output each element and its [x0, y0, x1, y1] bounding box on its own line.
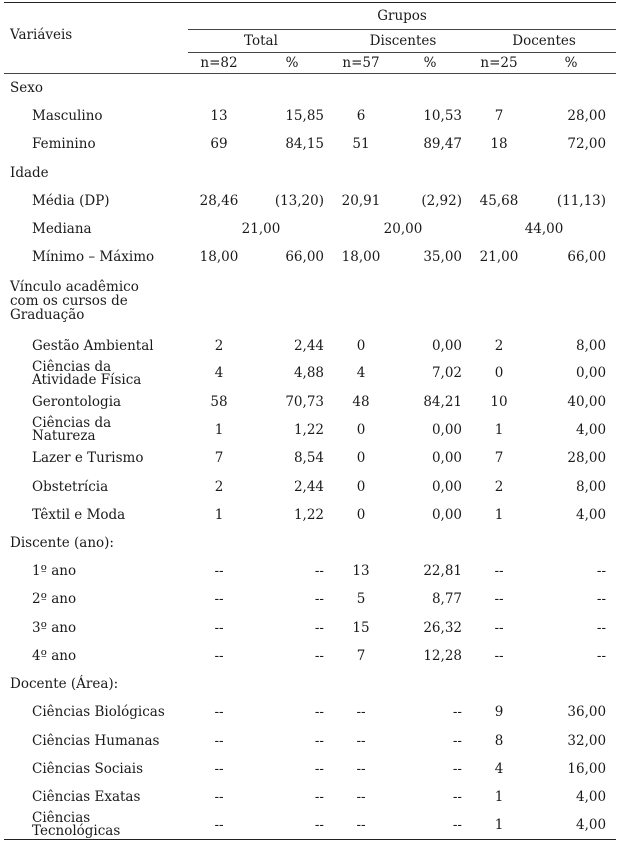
section-discente [4, 529, 616, 557]
table-row: Ciências da Atividade Física 4 4,88 4 7,02 0 0,00 [32, 358, 607, 388]
section-vinculo [4, 271, 616, 331]
section-title: Sexo [10, 80, 43, 96]
table-row: Ciências Tecnológicas -- -- -- -- 1 4,00 [4, 811, 616, 840]
group-total-header: Total [188, 30, 334, 53]
table-row: Mínimo – Máximo 18,00 66,00 18,00 35,00 21,00 66,00 [32, 249, 607, 266]
group-docentes-header: Docentes [472, 30, 616, 53]
table-row: Masculino 13 15,85 6 10,53 7 28,00 [32, 108, 607, 125]
table-row: Ciências Exatas -- -- -- -- 1 4,00 [32, 789, 607, 806]
n-total: n=82 [188, 53, 250, 74]
pct-discentes: % [388, 53, 472, 74]
section-title: Vínculo acadêmico com os cursos de Graduação [10, 279, 139, 324]
table-row: 2º ano -- -- 5 8,77 -- -- [32, 591, 607, 608]
section-docente [4, 670, 616, 698]
table-row: Gestão Ambiental 2 2,44 0 0,00 2 8,00 [32, 337, 607, 354]
table-row: Obstetrícia 2 2,44 0 0,00 2 8,00 [32, 478, 607, 495]
table-row: Ciências Humanas -- -- -- -- 8 32,00 [32, 732, 607, 749]
header-row-groups [4, 3, 616, 30]
table-row: Gerontologia 58 70,73 48 84,21 10 40,00 [32, 393, 607, 410]
table-row: Têxtil e Moda 1 1,22 0 0,00 1 4,00 [32, 506, 607, 523]
section-sexo [4, 74, 616, 103]
table-row: 4º ano -- -- 7 12,28 -- -- [32, 648, 607, 664]
variables-header: Variáveis [4, 3, 188, 53]
pct-total: % [250, 53, 334, 74]
table-row: Ciências Biológicas -- -- -- -- 9 36,00 [32, 704, 607, 721]
section-title: Discente (ano): [10, 534, 114, 551]
pct-docentes: % [526, 53, 616, 74]
table-row: Ciências Sociais -- -- -- -- 4 16,00 [32, 760, 607, 777]
table-row: Lazer e Turismo 7 8,54 0 0,00 7 28,00 [32, 450, 607, 467]
section-title: Idade [10, 164, 49, 181]
n-discentes: n=57 [334, 53, 388, 74]
section-title: Docente (Área): [10, 676, 119, 693]
section-idade [4, 159, 616, 187]
group-discentes-header: Discentes [334, 30, 472, 53]
groups-header: Grupos [188, 3, 616, 30]
header-row-n [4, 53, 616, 74]
table-row: Ciências da Natureza 1 1,22 0 0,00 1 4,00 [32, 415, 607, 445]
table-row: Mediana 21,00 20,00 44,00 [32, 221, 564, 238]
table-row: 1º ano -- -- 13 22,81 -- -- [32, 563, 607, 580]
demographics-table [4, 2, 616, 840]
n-docentes: n=25 [472, 53, 526, 74]
table-row: Feminino 69 84,15 51 89,47 18 72,00 [32, 136, 607, 153]
table-row: 3º ano -- -- 15 26,32 -- -- [32, 619, 607, 636]
table-row: Média (DP) 28,46 (13,20) 20,91 (2,92) 45,68 (11,13) [32, 192, 607, 209]
